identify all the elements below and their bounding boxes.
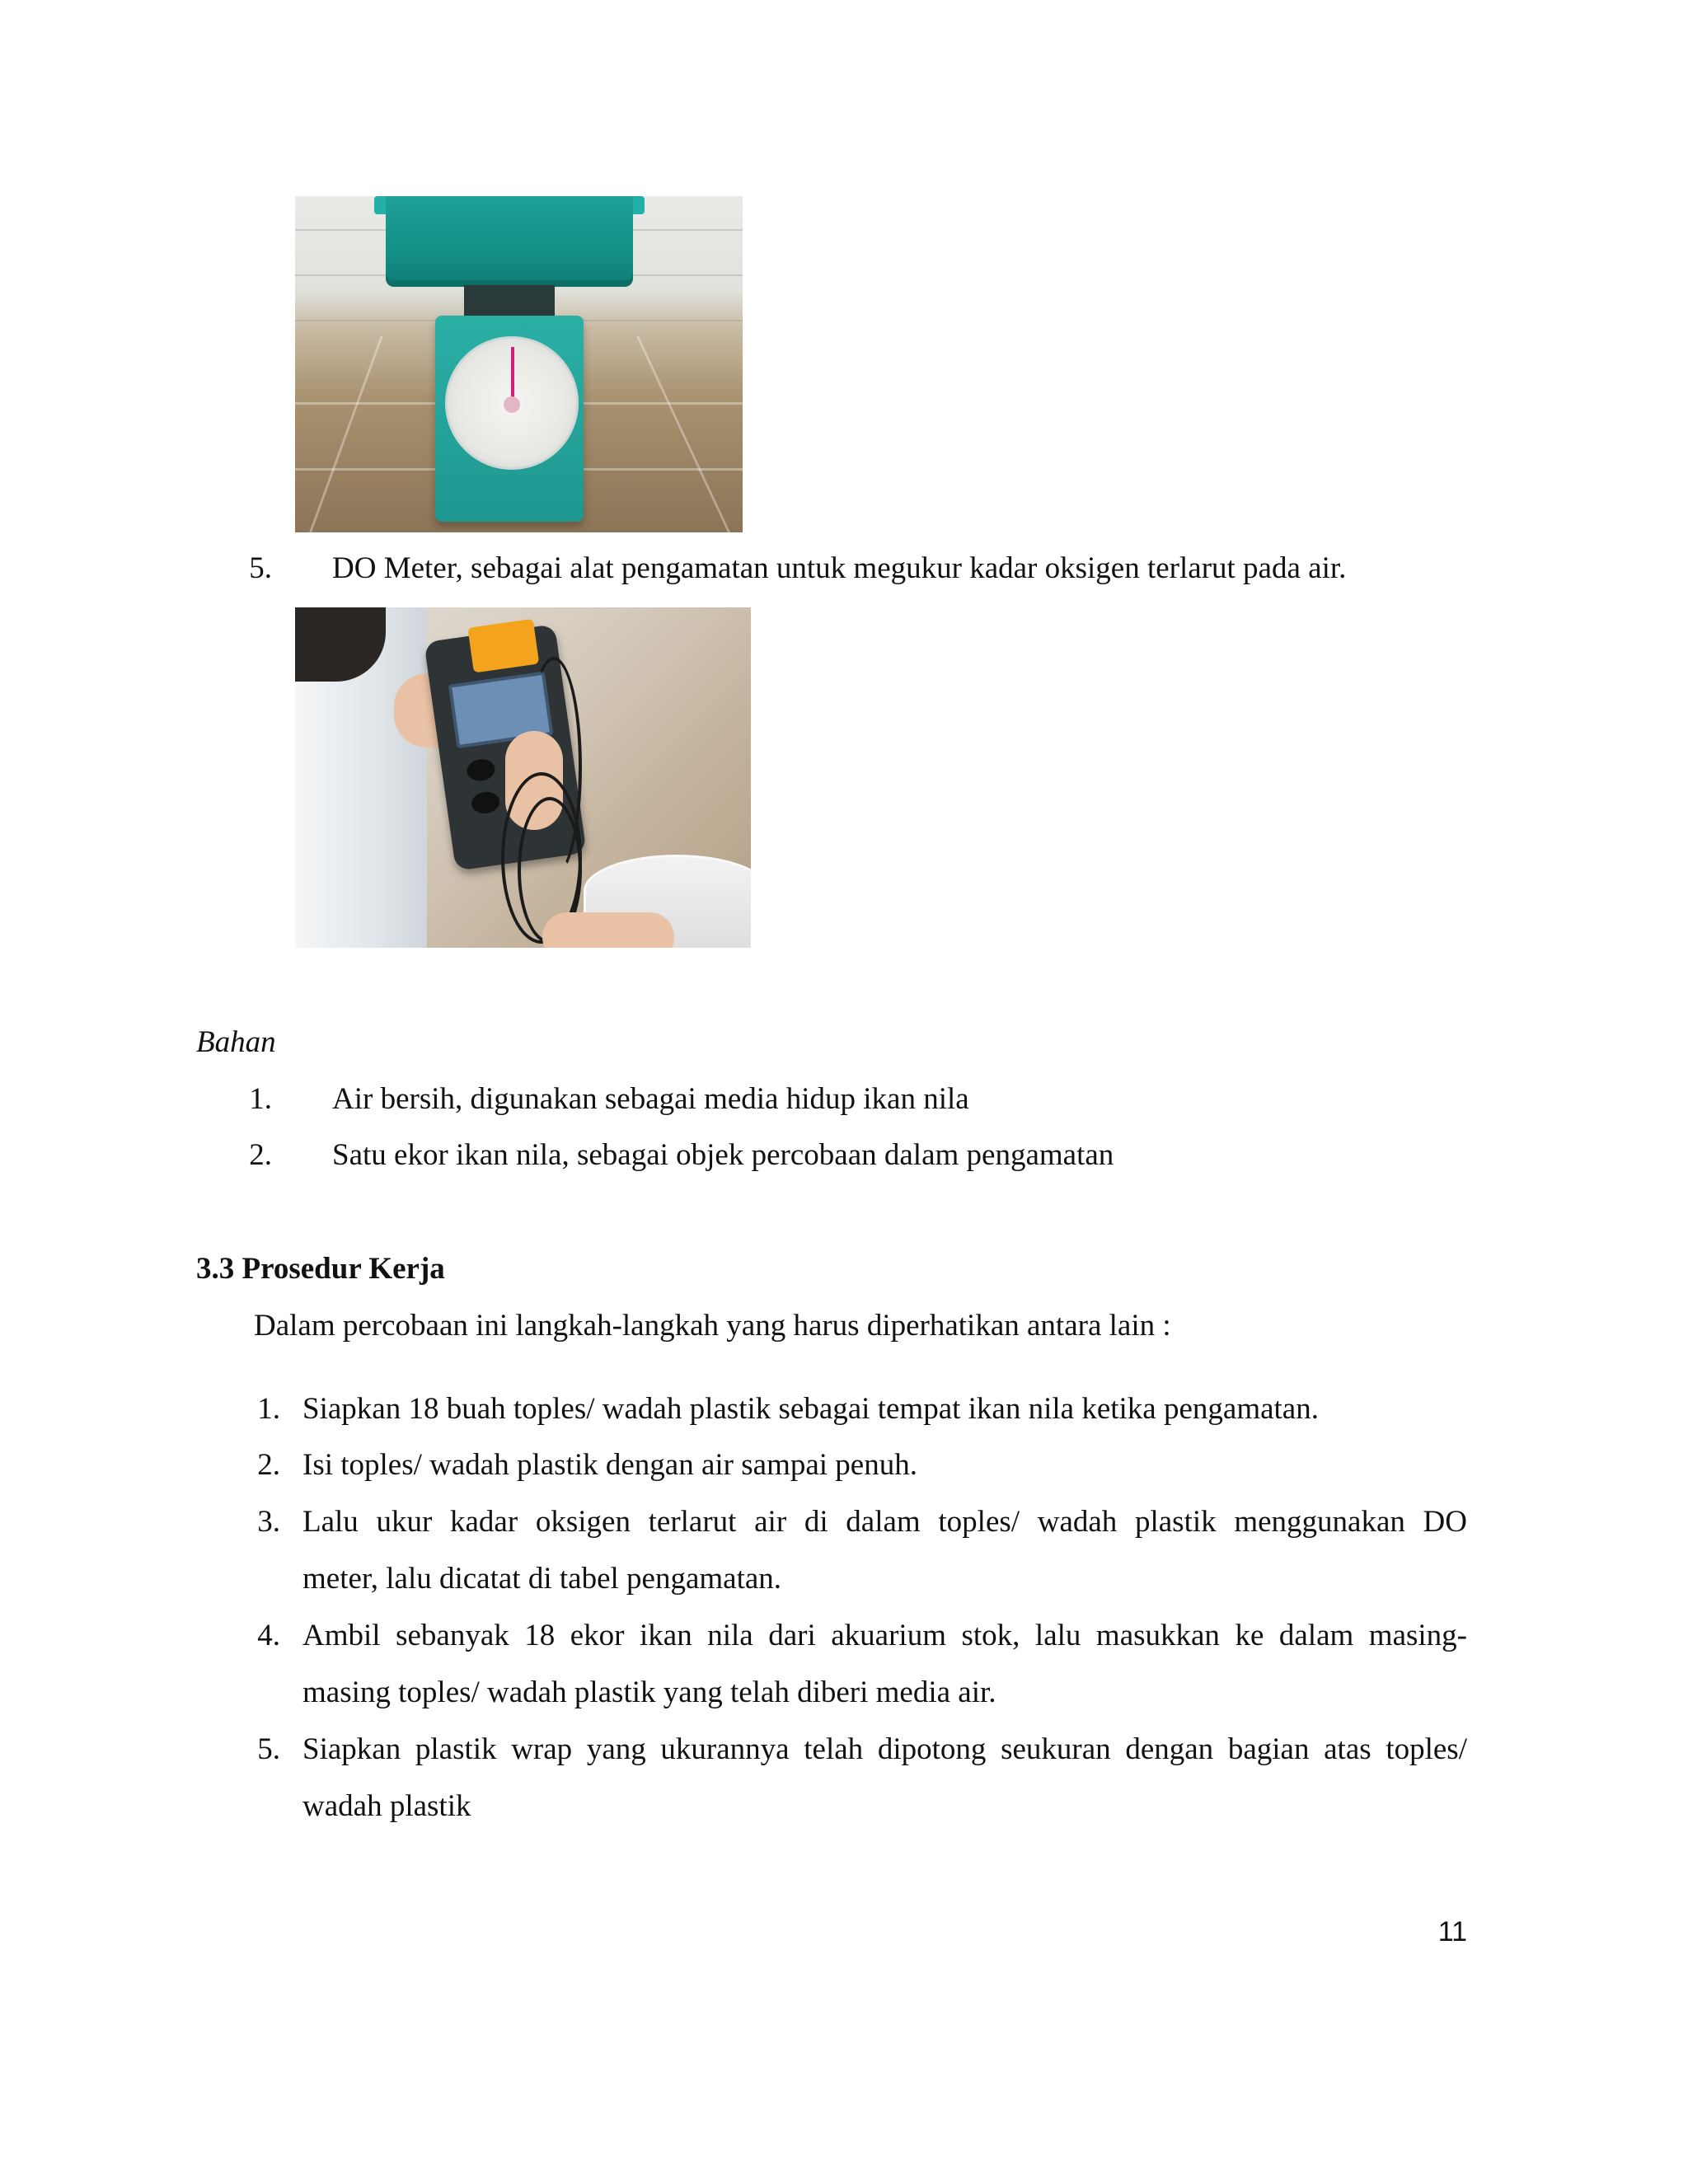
procedure-step-2-number: 2. <box>257 1448 280 1482</box>
procedure-step-5-line-1: Siapkan plastik wrap yang ukurannya telah dipotong seukuran dengan bagian atas toples/ <box>302 1732 1467 1766</box>
procedure-intro: Dalam percobaan ini langkah-langkah yang harus diperhatikan antara lain : <box>254 1309 1171 1343</box>
procedure-step-1-line-1: Siapkan 18 buah toples/ wadah plastik sebagai tempat ikan nila ketika pengamatan. <box>302 1392 1319 1426</box>
do-meter-photo <box>295 607 751 948</box>
procedure-step-3-line-1: Lalu ukur kadar oksigen terlarut air di dalam toples/ wadah plastik menggunakan DO <box>302 1505 1467 1539</box>
materials-item-2-text: Satu ekor ikan nila, sebagai objek percobaan dalam pengamatan <box>332 1138 1114 1172</box>
tools-item-5-number: 5. <box>249 551 272 585</box>
procedure-step-1-number: 1. <box>257 1392 280 1426</box>
procedure-step-2-line-1: Isi toples/ wadah plastik dengan air sampai penuh. <box>302 1448 917 1482</box>
materials-item-1-text: Air bersih, digunakan sebagai media hidup ikan nila <box>332 1082 969 1116</box>
tools-item-5-text: DO Meter, sebagai alat pengamatan untuk megukur kadar oksigen terlarut pada air. <box>332 551 1347 585</box>
procedure-step-3-line-2: meter, lalu dicatat di tabel pengamatan. <box>302 1562 782 1596</box>
procedure-step-4-number: 4. <box>257 1619 280 1652</box>
scale-photo <box>295 196 743 532</box>
procedure-step-4-line-2: masing toples/ wadah plastik yang telah diberi media air. <box>302 1675 996 1709</box>
procedure-step-5-line-2: wadah plastik <box>302 1789 471 1823</box>
materials-item-1-number: 1. <box>249 1082 272 1116</box>
page-number: 11 <box>1437 1916 1467 1947</box>
procedure-step-3-number: 3. <box>257 1505 280 1539</box>
materials-item-2-number: 2. <box>249 1138 272 1172</box>
procedure-step-4-line-1: Ambil sebanyak 18 ekor ikan nila dari akuarium stok, lalu masukkan ke dalam masing- <box>302 1619 1467 1652</box>
procedure-step-5-number: 5. <box>257 1732 280 1766</box>
procedure-heading: 3.3 Prosedur Kerja <box>196 1252 445 1286</box>
materials-heading: Bahan <box>196 1025 276 1059</box>
